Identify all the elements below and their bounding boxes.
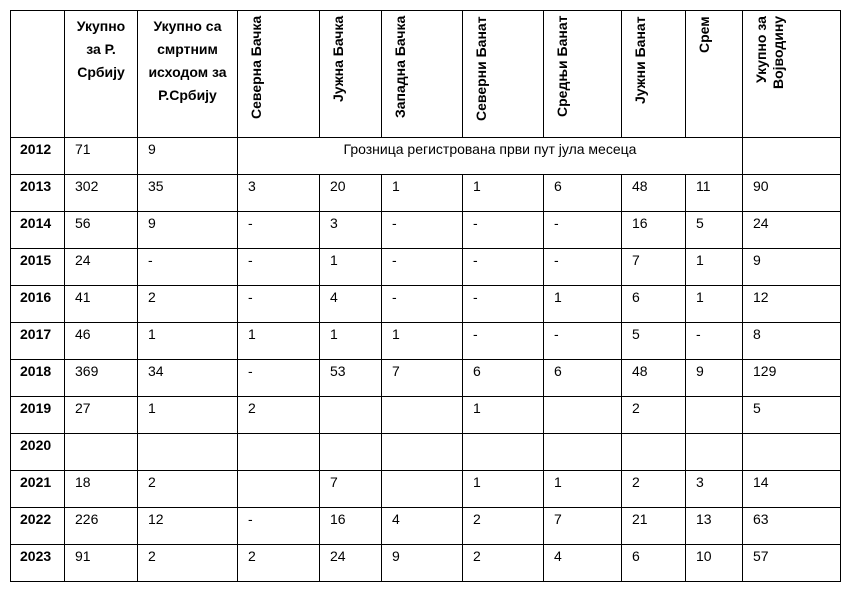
table-row [11, 360, 841, 397]
cell-south-backa: 24 [320, 545, 382, 582]
cell-year: 2017 [11, 323, 65, 360]
cell-north-banat: - [463, 249, 544, 286]
west-nile-fever-table [10, 10, 841, 582]
cell-srem: 13 [686, 508, 743, 545]
cell-south-banat: 2 [622, 471, 686, 508]
cell-south-banat: 21 [622, 508, 686, 545]
cell-year: 2018 [11, 360, 65, 397]
cell-serbia-total: 71 [65, 138, 138, 175]
cell-srem: 9 [686, 360, 743, 397]
cell-serbia-deaths: 2 [138, 286, 238, 323]
cell-year: 2019 [11, 397, 65, 434]
cell-south-backa: 53 [320, 360, 382, 397]
cell-serbia-total: 369 [65, 360, 138, 397]
header-north-backa [238, 11, 320, 138]
header-south-banat-label: Јужни Банат [632, 16, 648, 104]
cell-serbia-total: 18 [65, 471, 138, 508]
cell-vojvodina-total: 8 [743, 323, 841, 360]
cell-west-backa: - [382, 249, 463, 286]
note-first-registered: Грозница регистрована први пут јула месеца [238, 138, 743, 175]
cell-srem: 1 [686, 286, 743, 323]
header-srem-label: Срем [696, 16, 712, 53]
cell-serbia-deaths [138, 434, 238, 471]
cell-north-backa: 1 [238, 323, 320, 360]
cell-serbia-total: 226 [65, 508, 138, 545]
cell-srem [686, 434, 743, 471]
cell-vojvodina-total [743, 434, 841, 471]
cell-vojvodina-total: 14 [743, 471, 841, 508]
cell-serbia-total: 91 [65, 545, 138, 582]
cell-year: 2023 [11, 545, 65, 582]
header-west-backa [382, 11, 463, 138]
cell-serbia-total: 302 [65, 175, 138, 212]
cell-serbia-deaths: 34 [138, 360, 238, 397]
table-row [11, 508, 841, 545]
header-vojvodina-total [743, 11, 841, 138]
cell-vojvodina-total: 9 [743, 249, 841, 286]
cell-serbia-deaths: 1 [138, 397, 238, 434]
cell-south-banat: 5 [622, 323, 686, 360]
cell-central-banat: 1 [544, 286, 622, 323]
cell-south-banat: 48 [622, 360, 686, 397]
cell-year: 2020 [11, 434, 65, 471]
cell-serbia-deaths: 2 [138, 545, 238, 582]
cell-serbia-total: 56 [65, 212, 138, 249]
cell-north-backa [238, 434, 320, 471]
cell-south-backa: 20 [320, 175, 382, 212]
cell-north-backa [238, 471, 320, 508]
cell-srem: 1 [686, 249, 743, 286]
cell-year: 2016 [11, 286, 65, 323]
cell-north-backa: 3 [238, 175, 320, 212]
cell-serbia-deaths: 35 [138, 175, 238, 212]
table-row [11, 212, 841, 249]
cell-west-backa: - [382, 286, 463, 323]
header-row [11, 11, 841, 138]
cell-west-backa [382, 471, 463, 508]
cell-serbia-total: 27 [65, 397, 138, 434]
table-row [11, 323, 841, 360]
cell-north-backa: - [238, 360, 320, 397]
cell-north-banat: 1 [463, 471, 544, 508]
cell-south-backa: 7 [320, 471, 382, 508]
cell-south-banat: 7 [622, 249, 686, 286]
header-vojvodina-total-label: Укупно за Војводину [753, 16, 786, 90]
cell-north-banat: - [463, 323, 544, 360]
header-south-backa-label: Јужна Бачка [330, 16, 346, 103]
header-north-banat [463, 11, 544, 138]
cell-central-banat [544, 434, 622, 471]
cell-north-backa: - [238, 508, 320, 545]
cell-north-backa: - [238, 249, 320, 286]
cell-north-banat: 6 [463, 360, 544, 397]
header-south-banat [622, 11, 686, 138]
cell-vojvodina-total: 129 [743, 360, 841, 397]
header-south-backa [320, 11, 382, 138]
cell-west-backa: 1 [382, 323, 463, 360]
cell-north-backa: 2 [238, 545, 320, 582]
cell-central-banat: - [544, 249, 622, 286]
cell-north-backa: - [238, 286, 320, 323]
cell-west-backa: 4 [382, 508, 463, 545]
cell-central-banat: 7 [544, 508, 622, 545]
cell-central-banat: 1 [544, 471, 622, 508]
cell-south-banat: 6 [622, 286, 686, 323]
cell-south-backa [320, 434, 382, 471]
header-serbia-total: Укупно за Р. Србију [65, 11, 138, 138]
cell-serbia-deaths: 9 [138, 212, 238, 249]
cell-central-banat: - [544, 212, 622, 249]
cell-year: 2015 [11, 249, 65, 286]
header-north-backa-label: Северна Бачка [248, 16, 264, 120]
header-srem [686, 11, 743, 138]
cell-west-backa [382, 397, 463, 434]
cell-srem: 10 [686, 545, 743, 582]
cell-south-backa: 1 [320, 323, 382, 360]
cell-serbia-deaths: 2 [138, 471, 238, 508]
cell-central-banat: 4 [544, 545, 622, 582]
table-row [11, 545, 841, 582]
cell-central-banat: 6 [544, 360, 622, 397]
cell-north-banat: 1 [463, 397, 544, 434]
table-row [11, 286, 841, 323]
cell-serbia-total: 46 [65, 323, 138, 360]
cell-vojvodina-total: 57 [743, 545, 841, 582]
header-central-banat-label: Средњи Банат [554, 16, 570, 118]
cell-south-banat: 48 [622, 175, 686, 212]
table-row [11, 434, 841, 471]
header-west-backa-label: Западна Бачка [392, 16, 408, 119]
table-row [11, 249, 841, 286]
cell-year: 2014 [11, 212, 65, 249]
cell-vojvodina-total: 90 [743, 175, 841, 212]
cell-west-backa: 9 [382, 545, 463, 582]
cell-central-banat [544, 397, 622, 434]
cell-north-banat [463, 434, 544, 471]
cell-srem: 3 [686, 471, 743, 508]
header-central-banat [544, 11, 622, 138]
cell-west-backa: 1 [382, 175, 463, 212]
cell-vojvodina-total: 5 [743, 397, 841, 434]
cell-serbia-deaths: 12 [138, 508, 238, 545]
table-row [11, 471, 841, 508]
cell-south-banat: 16 [622, 212, 686, 249]
cell-north-banat: - [463, 286, 544, 323]
cell-vojvodina-total: 12 [743, 286, 841, 323]
cell-vojvodina-total: 24 [743, 212, 841, 249]
cell-serbia-deaths: 1 [138, 323, 238, 360]
cell-north-banat: 1 [463, 175, 544, 212]
cell-north-backa: - [238, 212, 320, 249]
cell-south-backa: 3 [320, 212, 382, 249]
table-row [11, 175, 841, 212]
header-north-banat-label: Северни Банат [473, 16, 489, 121]
cell-vojvodina-total: 63 [743, 508, 841, 545]
cell-south-backa: 4 [320, 286, 382, 323]
header-serbia-deaths: Укупно са смртним исходом за Р.Србију [138, 11, 238, 138]
cell-serbia-deaths: 9 [138, 138, 238, 175]
cell-year: 2012 [11, 138, 65, 175]
cell-south-banat: 2 [622, 397, 686, 434]
cell-south-banat [622, 434, 686, 471]
cell-serbia-total: 41 [65, 286, 138, 323]
cell-south-backa: 1 [320, 249, 382, 286]
cell-north-banat: 2 [463, 545, 544, 582]
cell-north-banat: 2 [463, 508, 544, 545]
cell-west-backa: - [382, 212, 463, 249]
cell-serbia-total: 24 [65, 249, 138, 286]
cell-year: 2021 [11, 471, 65, 508]
table-row [11, 397, 841, 434]
cell-central-banat: - [544, 323, 622, 360]
cell-central-banat: 6 [544, 175, 622, 212]
cell-srem: - [686, 323, 743, 360]
cell-vojvodina-total [743, 138, 841, 175]
cell-south-backa: 16 [320, 508, 382, 545]
cell-srem: 11 [686, 175, 743, 212]
cell-serbia-total [65, 434, 138, 471]
header-year [11, 11, 65, 138]
cell-west-backa: 7 [382, 360, 463, 397]
cell-serbia-deaths: - [138, 249, 238, 286]
cell-west-backa [382, 434, 463, 471]
table-row [11, 138, 841, 175]
cell-south-banat: 6 [622, 545, 686, 582]
cell-north-banat: - [463, 212, 544, 249]
cell-year: 2022 [11, 508, 65, 545]
cell-srem: 5 [686, 212, 743, 249]
cell-srem [686, 397, 743, 434]
cell-year: 2013 [11, 175, 65, 212]
cell-north-backa: 2 [238, 397, 320, 434]
cell-south-backa [320, 397, 382, 434]
